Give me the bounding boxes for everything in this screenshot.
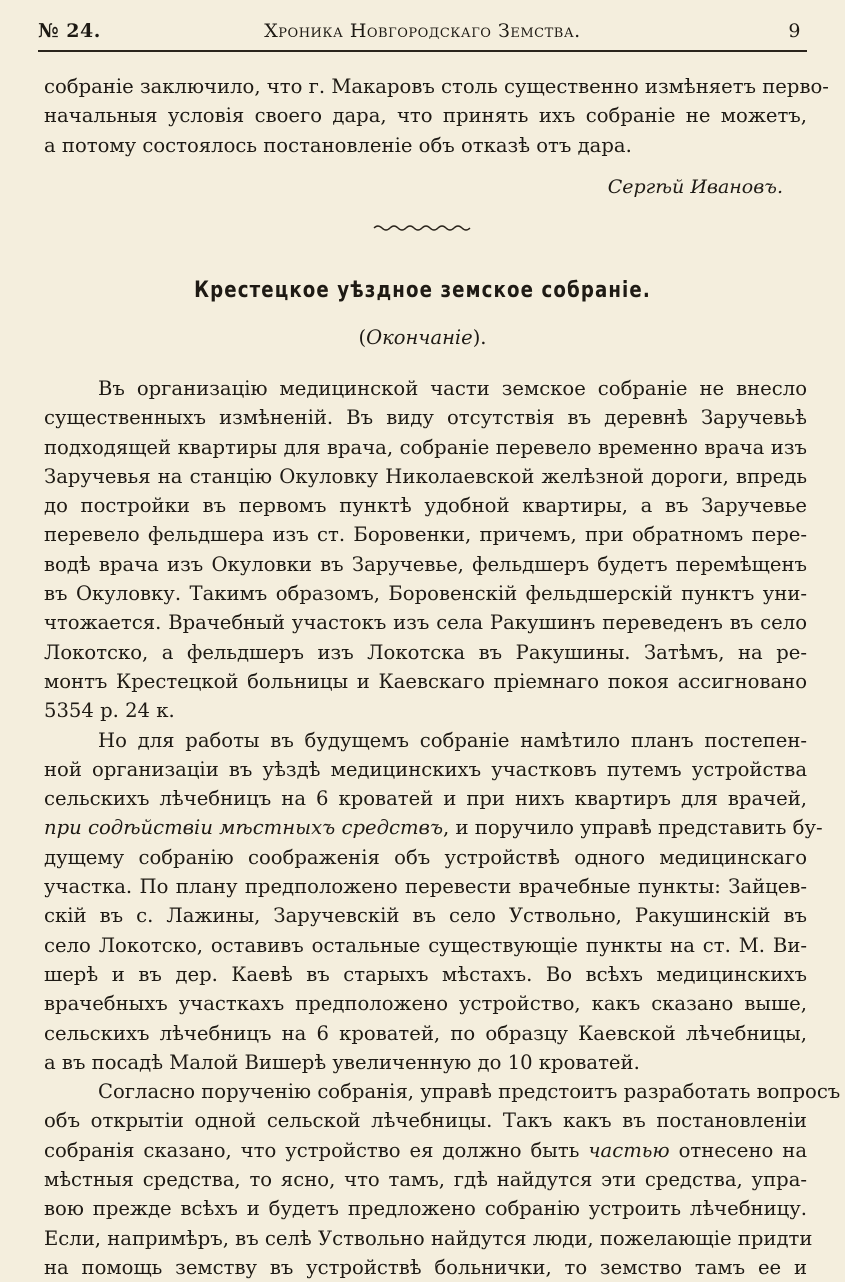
text-line: скій въ с. Лажины, Заручевскій въ село Уствольно, Ракушинскій въ (44, 904, 807, 928)
article-body (44, 374, 841, 1282)
text-line: сельскихъ лѣчебницъ на 6 кроватей и при нихъ квартиръ для врачей, (44, 787, 807, 811)
wavy-divider (372, 222, 472, 234)
issue-number: № 24. (38, 20, 101, 42)
text-line: чтожается. Врачебный участокъ изъ села Ракушинъ переведенъ въ село (44, 611, 807, 635)
text-line: Если, напримѣръ, въ селѣ Уствольно найдутся люди, пожелающіе придти (44, 1226, 813, 1250)
header-rule (38, 50, 807, 52)
text-line: монтъ Крестецкой больницы и Каевскаго пріемнаго покоя ассигновано (44, 669, 807, 693)
text-line: водѣ врача изъ Окуловки въ Заручевье, фельдшеръ будетъ перемѣщенъ (44, 552, 807, 576)
text-line: на помощь земству въ устройствѣ больнички, то земство тамъ ее и (44, 1255, 807, 1279)
text-line: участка. По плану предположено перевести врачебные пункты: Зайцев- (44, 875, 807, 899)
text-line: шерѣ и въ дер. Каевѣ въ старыхъ мѣстахъ. Во всѣхъ медицинскихъ (44, 962, 807, 986)
text-line: объ открытіи одной сельской лѣчебницы. Такъ какъ въ постановленіи (44, 1109, 807, 1133)
text-line: мѣстныя средства, то ясно, что тамъ, гдѣ найдутся эти средства, упра- (44, 1168, 807, 1192)
text-line: Заручевья на станцію Окуловку Николаевской желѣзной дороги, впредь (44, 464, 807, 488)
text-line: село Локотско, оставивъ остальные существующіе пункты на ст. М. Ви- (44, 933, 807, 957)
page-header (38, 18, 807, 48)
text-line: начальныя условія своего дара, что принять ихъ собраніе не можетъ, (44, 104, 807, 128)
author-signature: Сергѣй Ивановъ. (607, 176, 783, 198)
text-line: а потому состоялось постановленіе объ отказѣ отъ дара. (44, 133, 632, 157)
text-line: врачебныхъ участкахъ предположено устройство, какъ сказано выше, (44, 992, 807, 1016)
top-paragraph (44, 72, 829, 160)
text-line: до постройки въ первомъ пунктѣ удобной квартиры, а въ Заручевье (44, 494, 807, 518)
text-line: при содѣйствіи мѣстныхъ средствъ, и поручило управѣ представить бу- (44, 816, 823, 840)
text-line: а въ посадѣ Малой Вишерѣ увеличенную до 10 кроватей. (44, 1050, 640, 1074)
text-line: Но для работы въ будущемъ собраніе намѣтило планъ постепен- (98, 728, 807, 752)
article-subtitle: (Окончаніе). (358, 326, 487, 349)
text-line: Согласно порученію собранія, управѣ предстоитъ разработать вопросъ (98, 1080, 841, 1104)
text-line: перевело фельдшера изъ ст. Боровенки, причемъ, при обратномъ пере- (44, 523, 807, 547)
text-line: подходящей квартиры для врача, собраніе перевело временно врача изъ (44, 435, 807, 459)
text-line: дущему собранію соображенія объ устройствѣ одного медицинскаго (44, 845, 807, 869)
text-line: сельскихъ лѣчебницъ на 6 кроватей, по образцу Каевской лѣчебницы, (44, 1021, 807, 1045)
subtitle-text: Окончаніе (366, 326, 473, 349)
text-line: существенныхъ измѣненій. Въ виду отсутствія въ деревнѣ Заручевьѣ (44, 406, 807, 430)
text-line: вою прежде всѣхъ и будетъ предложено собранію устроить лѣчебницу. (44, 1197, 807, 1221)
text-line: собраніе заключило, что г. Макаровъ столь существенно измѣняетъ перво- (44, 75, 829, 98)
text-line: Въ организацію медицинской части земское собраніе не внесло (98, 377, 807, 400)
text-line: 5354 р. 24 к. (44, 699, 175, 723)
article-title: Крестецкое уѣздное земское собраніе. (194, 278, 651, 303)
text-line: собранія сказано, что устройство ея должно быть частью отнесено на (44, 1138, 807, 1162)
text-line: въ Окуловку. Такимъ образомъ, Боровенскій фельдшерскій пунктъ уни- (44, 582, 807, 606)
text-line: Локотско, а фельдшеръ изъ Локотска въ Ракушины. Затѣмъ, на ре- (44, 640, 807, 664)
journal-title: Хроника Новгородскаго Земства. (264, 20, 581, 42)
page-number: 9 (788, 20, 801, 42)
italic-phrase: частью (588, 1138, 670, 1162)
text-line: ной организаціи въ уѣздѣ медицинскихъ участковъ путемъ устройства (44, 757, 807, 781)
italic-phrase: при содѣйствіи мѣстныхъ средствъ (44, 816, 444, 840)
